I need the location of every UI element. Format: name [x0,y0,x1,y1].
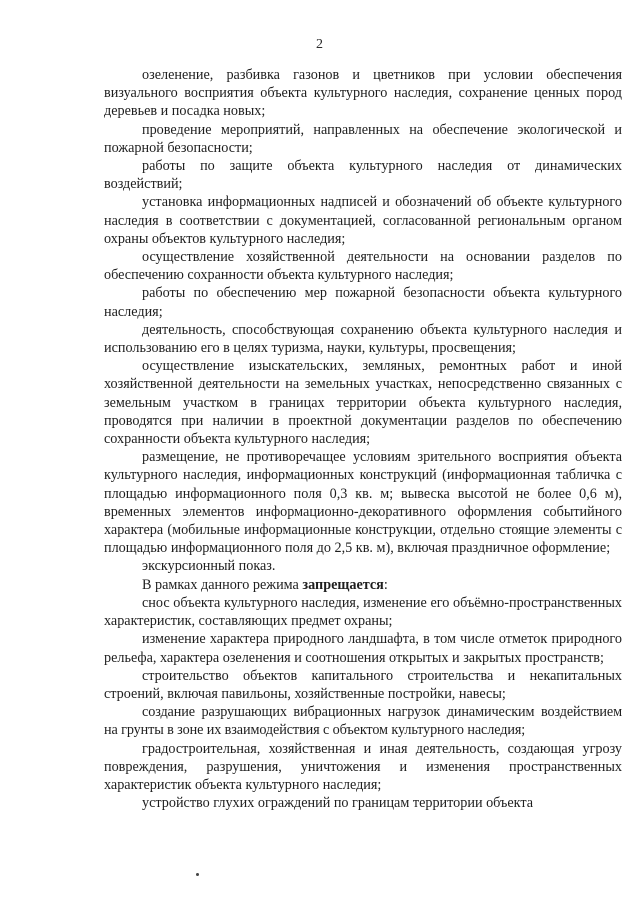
prohibited-threatening-activity: градостроительная, хозяйственная и иная деятельность, создающая угрозу повреждения, разрушения, уничтожения и изменения пространственных характеристик объекта культурного наследия; [104,740,622,793]
paragraph-excursion: экскурсионный показ. [142,558,276,575]
regime-intro [104,576,622,594]
prohibited-construction: строительство объектов капитального строительства и некапитальных строений, включая павильоны, хозяйственные постройки, навесы; [104,667,622,702]
regime-intro-prefix: В рамках данного режима [142,576,303,593]
prohibited-fencing: устройство глухих ограждений по границам территории объекта [142,795,534,812]
prohibited-demolition: снос объекта культурного наследия, изменение его объёмно-пространственных характеристик, составляющих предмет охраны; [104,594,622,630]
prohibited-landscape-change: изменение характера природного ландшафта, в том числе отметок природного рельефа, характера озеленения и соотношения открытых и закрытых пространств; [104,631,622,666]
paragraph-landscaping: озеленение, разбивка газонов и цветников при условии обеспечения визуального восприятия объекта культурного наследия, сохранение ценных пород деревьев и посадка новых; [104,67,622,120]
paragraph-information-signs: установка информационных надписей и обозначений об объекте культурного наследия в соответствии с документацией, согласованной региональным органом охраны объектов культурного наследия; [104,194,622,247]
prohibited-vibration: создание разрушающих вибрационных нагрузок динамическим воздействием на грунты в зоне их взаимодействия с объектом культурного наследия; [104,704,622,739]
scan-speck [196,873,199,876]
paragraph-economic-activity: осуществление хозяйственной деятельности на основании разделов по обеспечению сохранности объекта культурного наследия; [104,249,622,284]
paragraph-dynamic-protection: работы по защите объекта культурного наследия от динамических воздействий; [104,158,622,193]
paragraph-tourism-use: деятельность, способствующая сохранению объекта культурного наследия и использованию его в целях туризма, науки, культуры, просвещения; [104,321,622,357]
document-body [104,66,622,812]
paragraph-fire-safety: работы по обеспечению мер пожарной безопасности объекта культурного наследия; [104,285,622,320]
paragraph-ecological-safety: проведение мероприятий, направленных на обеспечение экологической и пожарной безопасности; [104,121,622,156]
regime-intro-bold: запрещается [302,576,384,593]
paragraph-information-structures: размещение, не противоречащее условиям зрительного восприятия объекта культурного наследия, информационных конструкций (информационная табличка с площадью информационного поля 0,3 кв. м; вывеска высотой не более 0,6 м), временных элементов информационно-декоративного оформления событийного характера (мобильные информационные конструкции, отдельно стоящие элементы с площадью информационного поля до 2,5 кв. м), включая праздничное оформление; [104,449,622,557]
regime-intro-suffix: : [383,576,388,593]
paragraph-survey-works: осуществление изыскательских, земляных, ремонтных работ и иной хозяйственной деятельности на земельных участках, непосредственно связанных с земельным участком в границах территории объекта культурного наследия, проводятся при наличии в проектной документации разделов по обеспечению сохранности объекта культурного наследия; [104,358,622,448]
page-number: 2 [316,37,323,52]
